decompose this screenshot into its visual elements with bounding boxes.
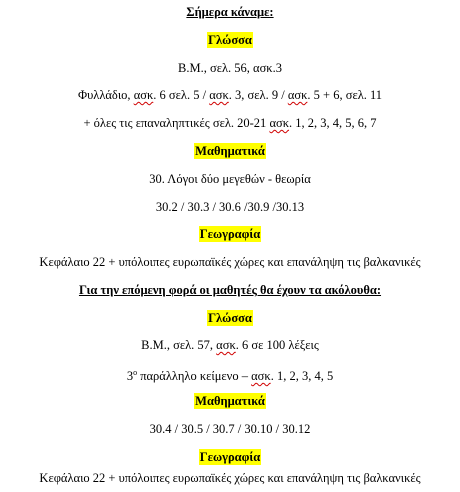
today-math-line2: 30.2 / 30.3 / 30.6 /30.9 /30.13 bbox=[155, 200, 305, 214]
next-geo-title bbox=[0, 449, 460, 465]
highlight: Γεωγραφία bbox=[199, 450, 261, 464]
next-glossa-title bbox=[0, 310, 460, 326]
today-math-line1: 30. Λόγοι δύο μεγεθών - θεωρία bbox=[149, 172, 311, 186]
today-glossa-line3: + όλες τις επαναληπτικές σελ. 20-21 ασκ. 1, 2, 3, 4, 5, 6, 7 bbox=[83, 116, 377, 130]
next-heading: Για την επόμενη φορά οι μαθητές θα έχουν τα ακόλουθα: bbox=[78, 283, 382, 297]
highlight: Μαθηματικά bbox=[195, 144, 265, 158]
next-glossa-line1: Β.Μ., σελ. 57, ασκ. 6 σε 100 λέξεις bbox=[141, 338, 319, 352]
highlight: Γλώσσα bbox=[208, 311, 252, 325]
next-glossa-line2: $3^o$ παράλληλο κείμενο – ασκ. 1, 2, 3, 4, 5 bbox=[126, 368, 334, 384]
highlight: Μαθηματικά bbox=[195, 394, 265, 408]
today-heading: Σήμερα κάναμε: bbox=[186, 5, 274, 19]
next-geo-line1: Κεφάλαιο 22 + υπόλοιπες ευρωπαϊκές χώρες και επανάληψη τις βαλκανικές bbox=[39, 471, 421, 485]
today-glossa-title bbox=[0, 32, 460, 48]
today-math-title bbox=[0, 143, 460, 159]
highlight: Γεωγραφία bbox=[199, 227, 261, 241]
today-geo-line1: Κεφάλαιο 22 + υπόλοιπες ευρωπαϊκές χώρες και επανάληψη τις βαλκανικές bbox=[39, 255, 421, 269]
highlight: Γλώσσα bbox=[208, 33, 252, 47]
next-math-line1: 30.4 / 30.5 / 30.7 / 30.10 / 30.12 bbox=[149, 422, 311, 436]
today-glossa-line2: Φυλλάδιο, ασκ. 6 σελ. 5 / ασκ. 3, σελ. 9 / ασκ. 5 + 6, σελ. 11 bbox=[77, 88, 383, 102]
next-math-title bbox=[0, 393, 460, 409]
today-glossa-line1: Β.Μ., σελ. 56, ασκ.3 bbox=[178, 61, 282, 75]
today-geo-title bbox=[0, 226, 460, 242]
